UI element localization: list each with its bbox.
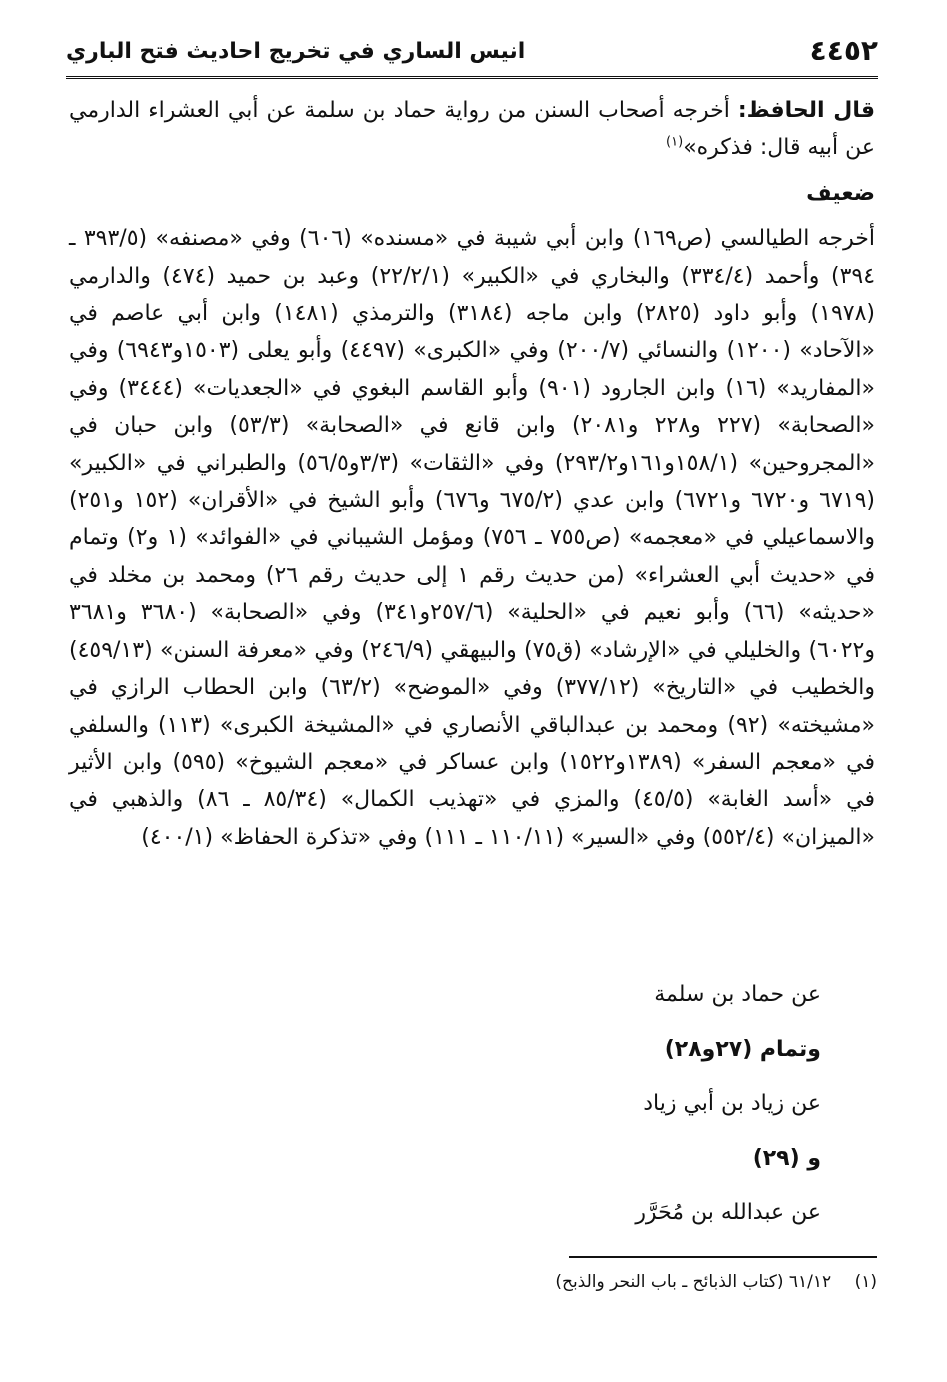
isnad-chain <box>635 968 821 1241</box>
intro-text: أخرجه أصحاب السنن من رواية حماد بن سلمة عن أبي العشراء الدارمي عن أبيه قال: فذكره» <box>69 98 875 161</box>
intro-lead: قال الحافظ: <box>737 98 876 123</box>
page-header <box>66 30 878 74</box>
footnote-text: ٦١/١٢ (كتاب الذبائح ـ باب النحر والذبح) <box>555 1272 832 1292</box>
footnote-reference: (١) <box>666 135 684 151</box>
chain-line: عن عبدالله بن مُحَرَّر <box>635 1200 821 1225</box>
header-rule <box>66 76 878 79</box>
footnote-number: (١) <box>854 1272 877 1292</box>
footnote <box>555 1270 877 1294</box>
chain-line: عن حماد بن سلمة <box>654 982 821 1007</box>
chain-line: وتمام (٢٧و٢٨) <box>664 1036 821 1062</box>
chain-line: و (٢٩) <box>752 1145 821 1171</box>
main-text <box>69 92 875 856</box>
footnote-rule <box>569 1256 877 1258</box>
chain-line: عن زياد بن أبي زياد <box>643 1091 821 1116</box>
takhrij-paragraph: أخرجه الطيالسي (ص١٦٩) وابن أبي شيبة في «مسنده» (٦٠٦) وفي «مصنفه» (٣٩٣/٥ ـ ٣٩٤) وأحمد (٣٣٤/٤) والبخاري في «الكبير» (٢٢/٢/١) وعبد بن حميد (٤٧٤) والدارمي (١٩٧٨) وأبو داود (٢٨٢٥) وابن ماجه (٣١٨٤) والترمذي (١٤٨١) وابن أبي عاصم في «الآحاد» (١٢٠٠) والنسائي (٢٠٠/٧) وفي «الكبرى» (٤٤٩٧) وأبو يعلى (١٥٠٣و٦٩٤٣) وفي «المفاريد» (١٦) وابن الجارود (٩٠١) وأبو القاسم البغوي في «الجعديات» (٣٤٤٤) وفي «الصحابة» (٢٢٧ و٢٢٨ و٢٠٨١) وابن قانع في «الصحابة» (٥٣/٣) وابن حبان في «المجروحين» (١٥٨/١و١٦١و٢٩٣/٢) وفي «الثقات» (٣/٣و٥٦/٥) والطبراني في «الكبير» (٦٧١٩ و٦٧٢٠ و٦٧٢١) وابن عدي (٦٧٥/٢ و٦٧٦) وأبو الشيخ في «الأقران» (١٥٢ و٢٥١) والاسماعيلي في «معجمه» (ص٧٥٥ ـ ٧٥٦) ومؤمل الشيباني في «الفوائد» (١ و٢) وتمام في «حديث أبي العشراء» (من حديث رقم ١ إلى حديث رقم ٢٦) ومحمد بن مخلد في «حديثه» (٦٦) وأبو نعيم في «الحلية» (٢٥٧/٦و٣٤١) وفي «الصحابة» (٣٦٨٠ و٣٦٨١ و٦٠٢٢) والخليلي في «الإرشاد» (ق٧٥) والبيهقي (٢٤٦/٩) وفي «معرفة السنن» (٤٥٩/١٣) والخطيب في «التاريخ» (٣٧٧/١٢) وفي «الموضح» (٦٣/٢) وابن الحطاب الرازي في «مشيخته» (٩٢) ومحمد بن عبدالباقي الأنصاري في «المشيخة الكبرى» (١١٣) والسلفي في «معجم السفر» (١٣٨٩و١٥٢٢) وابن عساكر في «معجم الشيوخ» (٥٩٥) وابن الأثير في «أسد الغابة» (٤٥/٥) والمزي في «تهذيب الكمال» (٨٥/٣٤ ـ ٨٦) والذهبي في «الميزان» (٥٥٢/٤) وفي «السير» (١١٠/١١ ـ ١١١) وفي «تذكرة الحفاظ» (٤٠٠/١) <box>69 226 876 850</box>
running-title: انيس الساري في تخريج احاديث فتح الباري <box>66 39 526 64</box>
page-number: ٤٤٥٢ <box>809 34 878 67</box>
intro-paragraph <box>69 92 875 167</box>
hadith-grade: ضعيف <box>806 180 875 206</box>
